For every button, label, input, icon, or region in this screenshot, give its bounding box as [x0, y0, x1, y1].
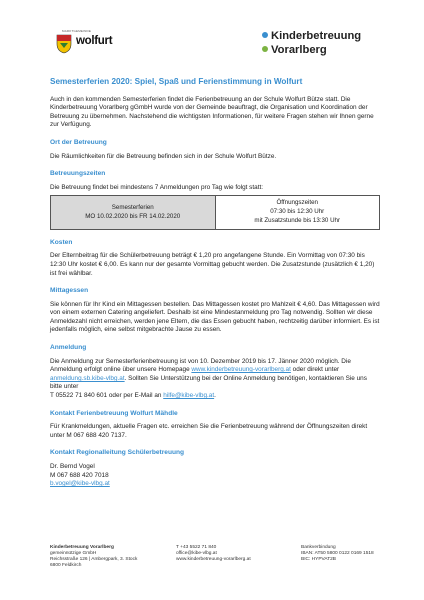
kinderbetreuung-logo: [262, 29, 382, 63]
footer-company: Kinderbetreuung Vorarlberg: [50, 545, 114, 550]
anmeldung-link[interactable]: anmeldung.sb.kibe-vlbg.at: [50, 374, 125, 382]
logo-line-1-text: Kinderbetreuung: [271, 30, 362, 42]
footer-website[interactable]: www.kinderbetreuung-vorarlberg.at: [176, 557, 251, 562]
footer-email[interactable]: office@kibe-vlbg.at: [176, 551, 217, 556]
footer-bic: BIC: HYPVAT2B: [301, 557, 337, 562]
hilfe-email-link[interactable]: hilfe@kibe-vlbg.at: [163, 392, 215, 400]
ort-section: [50, 139, 380, 161]
anmeldung-text: [50, 358, 380, 401]
anmeldung-text-3: . Sollten Sie Unterstützung bei der Online Anmeldung benötigen, kontaktieren Sie uns bitte unter: [50, 374, 367, 391]
logo-line-1: [262, 30, 361, 42]
contact-name: Dr. Bernd Vogel: [50, 463, 95, 471]
kosten-text: Der Elternbeitrag für die Schülerbetreuung beträgt € 1,20 pro angefangene Stunde. Ein Vormittag von 07:30 bis 12:30 Uhr kostet € 6,00. Es kann nur der gesamte Vormittag gebucht werden. Die Zusatzstunde (zusätzlich € 1,20) ist frei wählbar.: [50, 252, 375, 277]
mittag-section: [50, 287, 380, 335]
ort-heading: Ort der Betreuung: [50, 138, 107, 146]
kontakt-ferien-heading: Kontakt Ferienbetreuung Wolfurt Mähdle: [50, 409, 178, 417]
green-dot-icon: [262, 46, 268, 52]
intro-text: Auch in den kommenden Semesterferien findet die Ferienbetreuung an der Schule Wolfurt Bütze statt. Die Kinderbetreuung Vorarlberg gGmbH wurde von der Gemeinde beauftragt, die Organisation und Koordination der Betreuung zu übernehmen. Nachstehend die wichtigsten Informationen, für weitere Fragen stehen wir Ihnen gerne zur Verfügung.: [50, 95, 374, 129]
footer-bank-title: Bankverbindung: [301, 545, 336, 550]
kontakt-region-heading: Kontakt Regionalleitung Schülerbetreuung: [50, 449, 185, 457]
footer-contact: [176, 545, 251, 563]
footer-street: Reichsstraße 126 | Ambergpark, 3. Stock: [50, 557, 138, 562]
semester-dates-cell: [51, 196, 216, 229]
main-content: [50, 78, 380, 498]
crest-icon: [56, 34, 72, 54]
zeiten-section: [50, 170, 380, 230]
opening-title: Öffnungszeiten: [276, 199, 318, 207]
intro-section: [50, 96, 380, 130]
contact-email-link[interactable]: b.vogel@kibe-vlbg.at: [50, 480, 110, 488]
anmeldung-text-2: oder direkt unter: [290, 366, 340, 374]
zeiten-text: Die Betreuung findet bei mindestens 7 Anmeldungen pro Tag wie folgt statt:: [50, 183, 264, 191]
anmeldung-text-5: .: [214, 392, 216, 400]
homepage-link[interactable]: www.kinderbetreuung-vorarlberg.at: [191, 366, 291, 374]
ort-text: Die Räumlichkeiten für die Betreuung befinden sich in der Schule Wolfurt Bütze.: [50, 152, 277, 160]
kosten-heading: Kosten: [50, 238, 73, 246]
page-title: Semesterferien 2020: Spiel, Spaß und Ferienstimmung in Wolfurt: [50, 77, 303, 86]
kontakt-ferien-text: Für Krankmeldungen, aktuelle Fragen etc. erreichen Sie die Ferienbetreuung während der Öffnungszeiten direkt unter M 067 688 420 7137.: [50, 423, 368, 439]
mittag-heading: Mittagessen: [50, 287, 89, 295]
wolfurt-logo: [54, 26, 114, 56]
contact-phone: M 067 688 420 7018: [50, 471, 109, 479]
anmeldung-text-1: Die Anmeldung zur Semesterferienbetreuung ist von 10. Dezember 2019 bis 17. Jänner 2020 möglich. Die Anmeldung erfolgt online über unsere Homepage: [50, 357, 351, 374]
footer-phone: T +43 5522 71 840: [176, 545, 217, 550]
logo-wordmark: wolfurt: [76, 35, 113, 47]
logo-line-2: [262, 44, 327, 56]
opening-extra: mit Zusatzstunde bis 13:30 Uhr: [254, 216, 341, 224]
footer-address: [50, 545, 137, 569]
opening-time: 07:30 bis 12:30 Uhr: [270, 208, 325, 216]
logo-line-2-text: Vorarlberg: [271, 44, 327, 56]
kosten-section: [50, 239, 380, 278]
opening-times-cell: [215, 196, 380, 229]
semester-title: Semesterferien: [111, 203, 154, 211]
footer-iban: IBAN: AT50 5800 0122 0169 1518: [301, 551, 374, 556]
blue-dot-icon: [262, 32, 268, 38]
kontakt-region-section: [50, 449, 380, 488]
footer-company-type: gemeinnützige GmbH: [50, 551, 97, 556]
mittag-text: Sie können für Ihr Kind ein Mittagessen bestellen. Das Mittagessen kostet pro Mahlzeit € 4,60. Das Mittagessen wird von einem externen Catering angeliefert. Deshalb ist eine Mindestanmeldung pro Tag notwendig. Sollten wir diese Anmeldezahl nicht erreichen, werden jene Eltern, die das Essen gebucht haben, rechtzeitig darüber informiert. Es ist jedenfalls möglich, eine selbst mitgebrachte Jause zu essen.: [50, 300, 380, 334]
anmeldung-heading: Anmeldung: [50, 344, 87, 352]
anmeldung-text-4: T 05522 71 840 601 oder per E-Mail an: [50, 392, 164, 400]
footer-bank: [301, 545, 374, 563]
opening-hours-table: [50, 195, 380, 229]
logo-small-text: MARKTGEMEINDE: [62, 29, 92, 33]
zeiten-heading: Betreuungszeiten: [50, 170, 106, 178]
footer-city: 6800 Feldkirch: [50, 563, 82, 568]
anmeldung-section: [50, 344, 380, 401]
semester-dates: MO 10.02.2020 bis FR 14.02.2020: [85, 212, 181, 220]
kontakt-ferien-section: [50, 410, 380, 441]
